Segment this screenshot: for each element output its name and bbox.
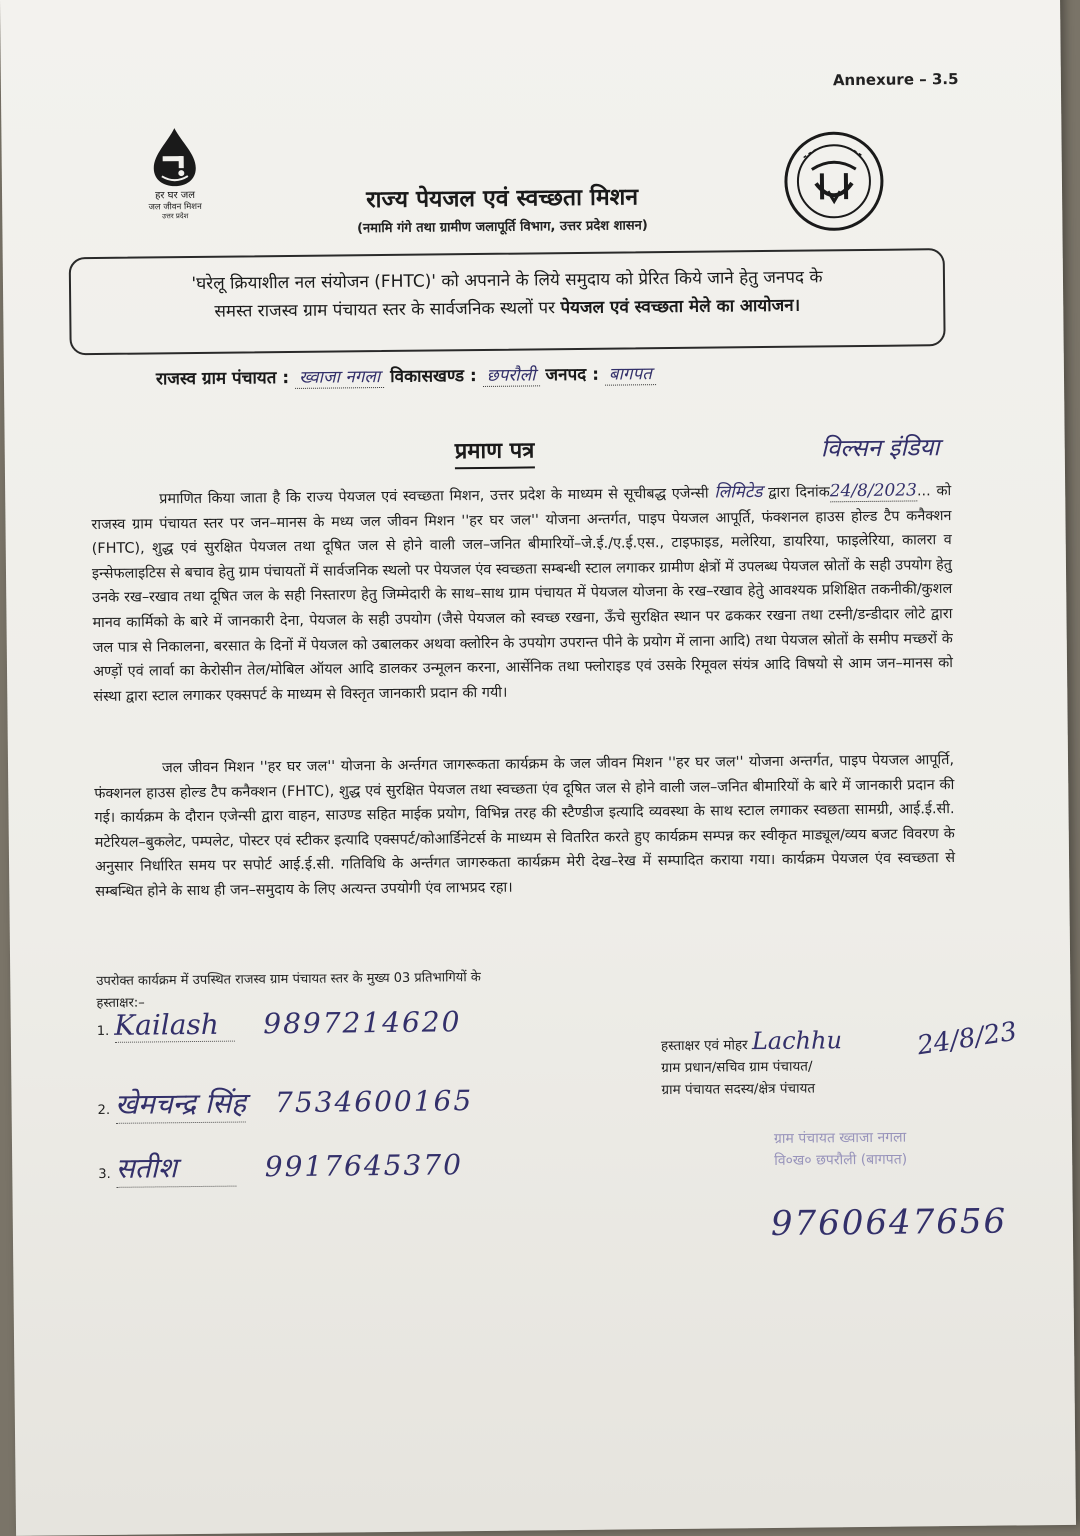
official-role-1: ग्राम प्रधान/सचिव ग्राम पंचायत/ bbox=[661, 1058, 813, 1077]
gp-label: राजस्व ग्राम पंचायत : bbox=[155, 367, 290, 390]
logo-line-3: उत्तर प्रदेश bbox=[162, 212, 189, 221]
certificate-paragraph-1 bbox=[91, 478, 953, 709]
logo-line-2: जल जीवन मिशन bbox=[148, 201, 202, 213]
agency-name-handwritten: विल्सन इंडिया bbox=[820, 433, 940, 463]
official-date-handwritten: 24/8/23 bbox=[915, 1016, 1019, 1062]
event-banner bbox=[69, 248, 946, 355]
official-signature: Lachhu bbox=[751, 1026, 843, 1056]
certificate-paragraph-2 bbox=[94, 748, 955, 905]
banner-line-1: 'घरेलू क्रियाशील नल संयोजन (FHTC)' को अपनाने के लिये समुदाय को प्रेरित किये जाने हेतु जनपद के bbox=[191, 267, 823, 295]
official-role-2: ग्राम पंचायत सदस्य/क्षेत्र पंचायत bbox=[661, 1080, 816, 1099]
location-line bbox=[156, 358, 916, 389]
participant-phone: 9897214620 bbox=[263, 1005, 462, 1041]
mission-title: राज्य पेयजल एवं स्वच्छता मिशन bbox=[365, 184, 639, 214]
participant-signature: खेमचन्द्र सिंह bbox=[115, 1083, 246, 1123]
banner-line-2b: पेयजल एवं स्वच्छता मेले का आयोजन। bbox=[560, 295, 801, 319]
district-label: जनपद : bbox=[545, 364, 600, 386]
participant-number: 2. bbox=[97, 1102, 111, 1119]
official-sign-label: हस्ताक्षर एवं मोहर bbox=[660, 1037, 748, 1055]
p1-date-label: द्वारा दिनांक bbox=[762, 484, 830, 502]
participants-sign-label: हस्ताक्षर:– bbox=[96, 995, 145, 1012]
water-drop-icon bbox=[145, 126, 204, 189]
participant-signature: सतीश bbox=[116, 1148, 236, 1188]
p1-date: 24/8/2023 bbox=[829, 480, 918, 502]
p1-rest: ... को राजस्व ग्राम पंचायत स्तर पर जन–मानस के मध्य जल जीवन मिशन ''हर घर जल'' योजना अन्तर्गत, पाइप पेयजल आपूर्ति, फंक्शनल हाउस होल्ड टैप कनैक्शन (FHTC), शुद्ध एवं सुरक्षित पेयजल तथा दूषित जल से होने वाली जल–जनित बीमारियों–जे.ई./ए.ई.एस., टाइफाइड, मलेरिया, डायरिया, फाइलेरिया, कालरा व इन्सेफलाइटिस से बचाव हेतु ग्राम पंचायतों में सार्वजनिक स्थलो पर पेयजल एंव स्वच्छता सम्बन्धी स्टाल लगाकर ग्रामीण क्षेत्रों में उपलब्ध पेयजल स्रोतों के सही उपयोग हेतु उनके रख–रखाव तथा दूषित जल के सही निस्तारण हेतु जिम्मेदारी के साथ–साथ ग्राम पंचायत में पेयजल योजना के रख–रखाव हेतुे आवश्यक प्रशिक्षित तकनीकी/कुशल मानव कार्मिको के बारे में जानकारी देना, पेयजल के सही उपयोग (जैसे पेयजल को स्वच्छ रखना, ऊँचे सुरक्षित स्थान पर ढककर रखना तथा टस्नी/डन्डीदार लोटे द्वारा जल पात्र से निकालना, बरसात के दिनों में पेयजल को उबालकर अथवा क्लोरिन के उपयोग उपरान्त पीने के प्रयोग में लाना आदि) तथा पेयजल स्रोतों के समीप मच्छरों के अण्ड़ों एवं लार्वा का केरोसीन तेल/मोबिल ऑयल आदि डालकर उन्मूलन करना, आर्सेनिक तथा फ्लोराइड एवं उसके रिमूवल संयंत्र आदि विषयो से आम जन–मानस को संस्था द्वारा स्टाल लगाकर एक्सपर्ट के माध्यम से विस्तृत जानकारी प्रदान की गयी। bbox=[91, 483, 954, 705]
block-value: छपरौली bbox=[483, 365, 540, 387]
banner-line-2a: समस्त राजस्व ग्राम पंचायत स्तर के सार्वजनिक स्थलों पर bbox=[214, 298, 561, 322]
participant-row bbox=[98, 1145, 463, 1188]
participant-phone: 7534600165 bbox=[274, 1084, 474, 1120]
p1-start: प्रमाणित किया जाता है कि राज्य पेयजल एवं स्वच्छता मिशन, उत्तर प्रदेश के माध्यम से सूचीबद्ध एजेन्सी bbox=[159, 485, 709, 508]
annexure-label: Annexure – 3.5 bbox=[832, 69, 959, 90]
p1-agency-suffix: लिमिटेड bbox=[714, 482, 763, 503]
logo-line-1: हर घर जल bbox=[155, 189, 196, 202]
participant-number: 3. bbox=[98, 1166, 111, 1183]
participant-number: 1. bbox=[96, 1023, 110, 1040]
participant-phone: 9917645370 bbox=[264, 1148, 464, 1184]
mission-subtitle: (नमामि गंगे तथा ग्रामीण जलापूर्ति विभाग, उत्तर प्रदेश शासन) bbox=[356, 218, 648, 237]
panchayat-rubber-stamp bbox=[774, 1127, 907, 1172]
block-label: विकासखण्ड : bbox=[390, 366, 477, 387]
p2-text: जल जीवन मिशन ''हर घर जल'' योजना के अर्न्तगत जागरूकता कार्यक्रम के जल जीवन मिशन ''हर घर जल'' योजना अन्तर्गत, पाइप पेयजल आपूर्ति, फंक्शनल हाउस होल्ड टैप कनैक्शन (FHTC), शुद्ध एवं सुरक्षित पेयजल तथा स्वच्छता एंव दूषित जल से होने वाली जल–जनित बीमारियों के बारे में जानकारी प्रदान की गई। कार्यक्रम के दौरान एजेन्सी द्वारा वाहन, साउण्ड सहित माईक प्रयोग, विभिन्न तरह की स्टैण्डीज इत्यादि व्यवस्था के साथ स्टाल लगाकर स्वछता सामग्री, आई.ई.सी. मटेरियल–बुकलेट, पम्पलेट, पोस्टर एवं स्टीकर इत्यादि एक्सपर्ट/कोआर्डिनेटर्स के माध्यम से वितरित करते हुए कार्यक्रम सम्पन्न कर स्वीकृत माड्यूल/व्यय बजट विवरण के अनुसार निर्धारित समय पर सपोर्ट आई.ई.सी. गतिविधि के अर्न्तगत जागरुकता कार्यक्रम मेरी देख–रेख में सम्पादित कराया गया। कार्यक्रम पेयजल एंव स्वच्छता से सम्बन्धित होने के साथ ही जन–समुदाय के लिए अत्यन्त उपयोगी एंव लाभप्रद रहा। bbox=[94, 752, 956, 901]
up-government-seal-icon bbox=[781, 129, 886, 234]
participant-row bbox=[97, 1081, 473, 1124]
participant-signature: Kailash bbox=[114, 1008, 234, 1043]
official-phone: 9760647656 bbox=[770, 1201, 1008, 1244]
gp-value: ख्वाजा नगला bbox=[295, 367, 384, 389]
stamp-line-2: वि०ख० छपरौली (बागपत) bbox=[774, 1151, 908, 1169]
stamp-line-1: ग्राम पंचायत ख्वाजा नगला bbox=[773, 1129, 907, 1147]
participant-row bbox=[97, 1005, 462, 1043]
certificate-heading: प्रमाण पत्र bbox=[455, 434, 535, 469]
participants-intro-text: उपरोक्त कार्यक्रम में उपस्थित राजस्व ग्राम पंचायत स्तर के मुख्य 03 प्रतिभागियों के bbox=[96, 970, 481, 990]
district-value: बागपत bbox=[605, 364, 656, 386]
har-ghar-jal-logo bbox=[119, 126, 230, 222]
